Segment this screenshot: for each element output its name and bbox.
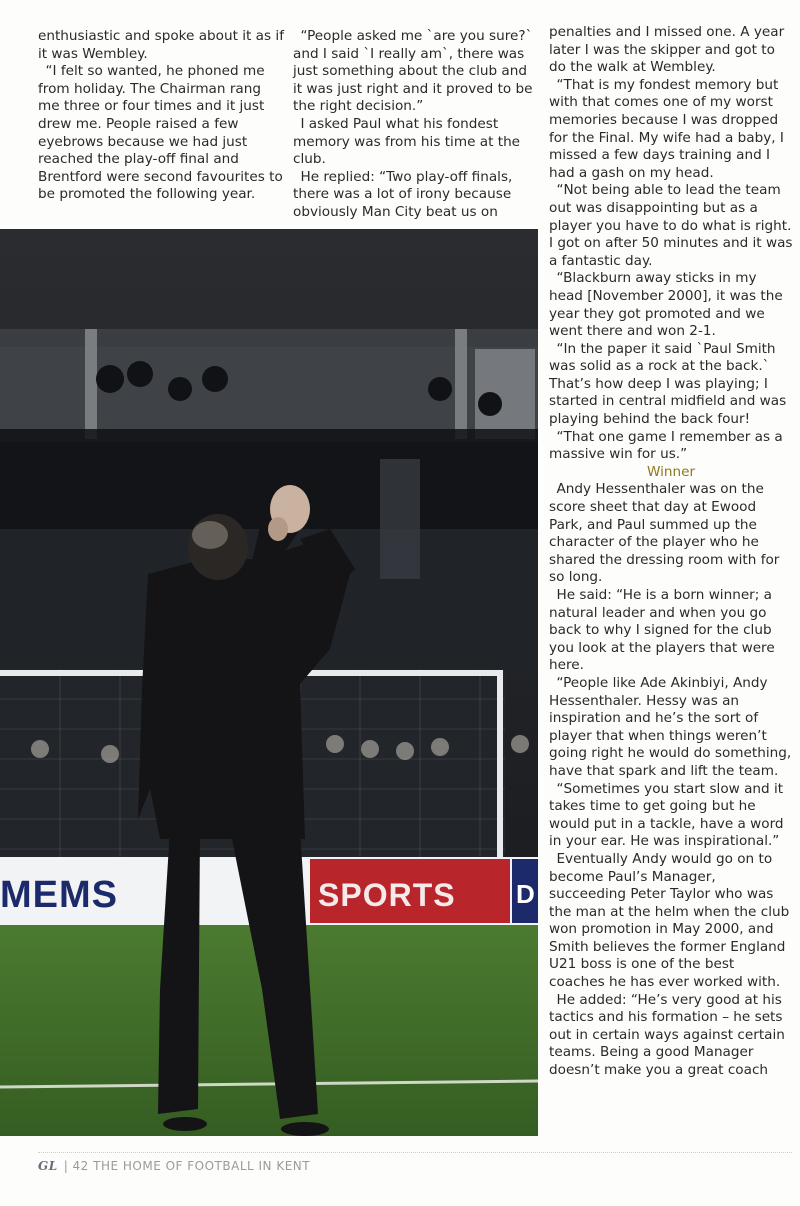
section-subheading: Winner (646, 463, 696, 480)
paragraph: “I felt so wanted, he phoned me from holiday. The Chairman rang me three or four times and it just drew me. People raised a few eyebrows because we had just reached the play-off final and Brentford were second favourites to be promoted the following year. (38, 63, 283, 203)
article-column-1 (38, 28, 286, 204)
paragraph: “That one game I remember as a massive win for us.” (549, 428, 783, 463)
article-column-3 (549, 24, 793, 1080)
paragraph: I asked Paul what his fondest memory was from his time at the club. (293, 115, 521, 168)
paragraph: He added: “He’s very good at his tactics and his formation – he sets out in certain ways against certain teams. Being a good Manager doesn’t make you a great coach (549, 991, 785, 1079)
paragraph: “People asked me `are you sure?` and I said `I really am`, there was just something about the club and it was just right and it proved to be the right decision.” (293, 28, 533, 115)
paragraph: “Not being able to lead the team out was disappointing but as a player you have to do what is right. I got on after 50 minutes and it was a fantastic day. (549, 182, 793, 269)
board-left-text: MEMS (0, 874, 118, 916)
paragraph: “In the paper it said `Paul Smith was solid as a rock at the back.` That’s how deep I was playing; I started in central midfield and was playing behind the back four! (549, 340, 787, 428)
footer-text: | 42 THE HOME OF FOOTBALL IN KENT (63, 1159, 311, 1173)
paragraph: He said: “He is a born winner; a natural leader and when you go back to why I signed for the club you look at the players that were here. (549, 587, 775, 674)
paragraph: penalties and I missed one. A year later I was the skipper and got to do the walk at Wembley. (549, 24, 785, 76)
paragraph: “Sometimes you start slow and it takes time to get going but he would put in a tackle, have a word in your ear. He was inspirational.” (549, 780, 784, 850)
paragraph: Andy Hessenthaler was on the score sheet that day at Ewood Park, and Paul summed up the character of the player who he shared the dressing room with for so long. (549, 481, 780, 586)
magazine-logo-icon: GL (38, 1159, 58, 1173)
paragraph: “That is my fondest memory but with that comes one of my worst memories because I was dropped for the Final. My wife had a baby, I missed a few days training and I had a gash on my head. (549, 76, 784, 181)
paragraph: He replied: “Two play-off finals, there was a lot of irony because obviously Man City beat us on (293, 168, 513, 220)
paragraph: enthusiastic and spoke about it as if it was Wembley. (38, 28, 284, 62)
stadium-photo-illustration (0, 229, 538, 1136)
board-right-text: SPORTS (318, 877, 456, 913)
page-footer (38, 1159, 310, 1173)
footer-divider (38, 1152, 792, 1153)
paragraph: “Blackburn away sticks in my head [November 2000], it was the year they got promoted and we went there and won 2-1. (549, 270, 783, 340)
board-edge-text: D (516, 879, 535, 909)
paragraph: “People like Ade Akinbiyi, Andy Hessenthaler. Hessy was an inspiration and he’s the sort of player that when things weren’t going right he would do something, have that spark and lift the team. (549, 674, 792, 779)
article-photo (0, 229, 538, 1136)
paragraph: Eventually Andy would go on to become Paul’s Manager, succeeding Peter Taylor who was the man at the helm when the club won promotion in May 2000, and Smith believes the former England U21 boss is one of the best coaches he has ever worked with. (549, 850, 790, 991)
article-column-2 (293, 28, 537, 222)
